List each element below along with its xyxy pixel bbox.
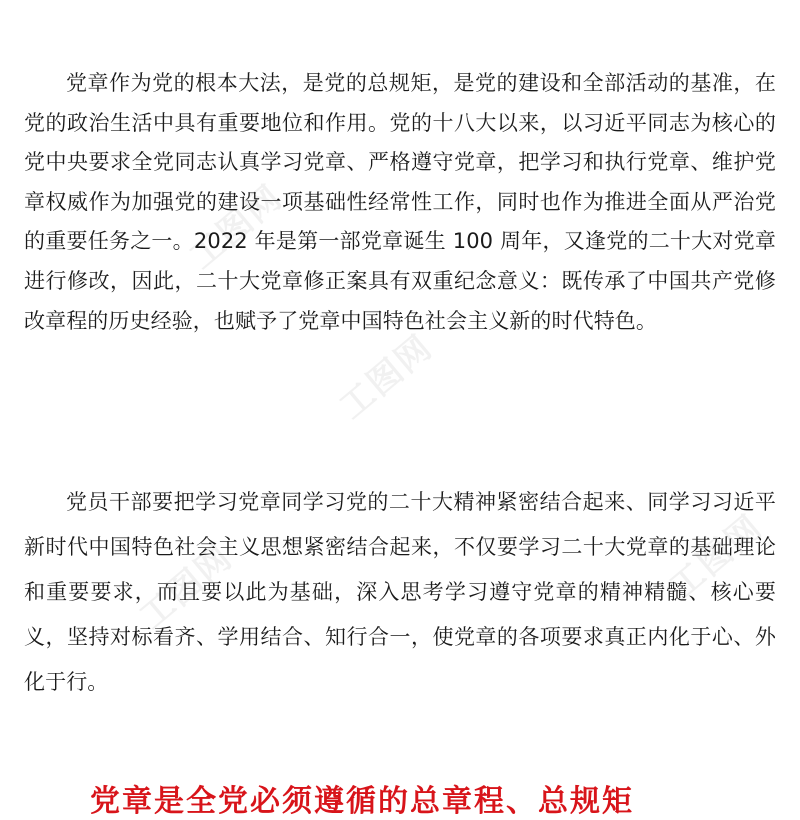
watermark: 工图网 xyxy=(182,177,291,278)
body-paragraph-2: 党员干部要把学习党章同学习党的二十大精神紧密结合起来、同学习习近平新时代中国特色社会主义思想紧密结合起来，不仅要学习二十大党章的基础理论和重要要求，而且要以此为基础，深入思考学习遵守党章的精神精髓、核心要义，坚持对标看齐、学用结合、知行合一，使党章的各项要求真正内化于心、外化于行。 xyxy=(24,490,776,694)
body-paragraph-1: 党章作为党的根本大法，是党的总规矩，是党的建设和全部活动的基准，在党的政治生活中具有重要地位和作用。党的十八大以来，以习近平同志为核心的党中央要求全党同志认真学习党章、严格遵守党章，把学习和执行党章、维护党章权威作为加强党的建设一项基础性经常性工作，同时也作为推进全面从严治党的重要任务之一。2022 年是第一部党章诞生 100 周年，又逢党的二十大对党章进行修改，因此，二十大党章修正案具有双重纪念意义：既传承了中国共产党修改章程的历史经验，也赋予了党章中国特色社会主义新的时代特色。 xyxy=(24,71,776,333)
watermark: 工图网 xyxy=(332,327,441,428)
watermark: 工图网 xyxy=(132,537,241,638)
section-heading: 党章是全党必须遵循的总章程、总规矩 xyxy=(90,784,634,819)
watermark: 工图网 xyxy=(662,507,771,608)
